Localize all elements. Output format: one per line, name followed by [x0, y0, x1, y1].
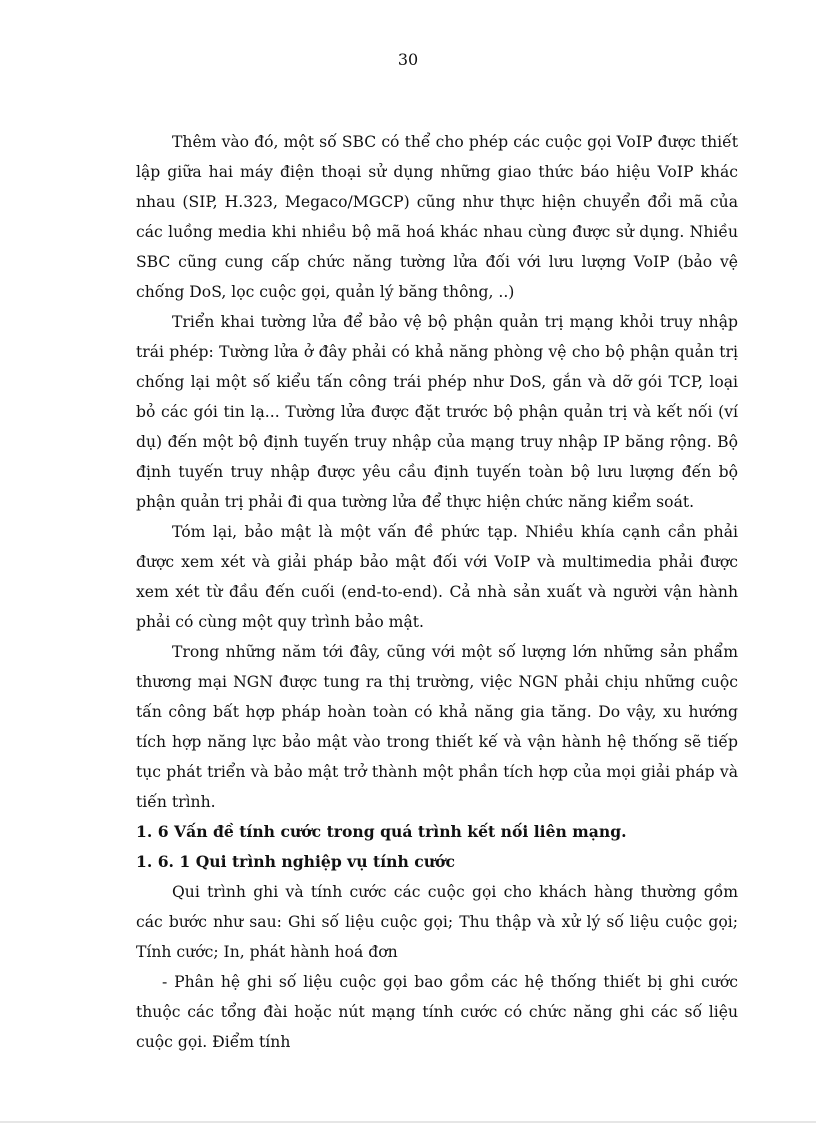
section-heading-billing: 1. 6 Vấn đề tính cước trong quá trình kết nối liên mạng. [136, 822, 627, 841]
document-body [136, 127, 738, 1057]
paragraph-call-recording: - Phân hệ ghi số liệu cuộc gọi bao gồm các hệ thống thiết bị ghi cước thuộc các tổng đài hoặc nút mạng tính cước có chức năng ghi các số liệu cuộc gọi. Điểm tính [136, 973, 738, 1051]
paragraph-sbc-features: Thêm vào đó, một số SBC có thể cho phép các cuộc gọi VoIP được thiết lập giữa hai máy điện thoại sử dụng những giao thức báo hiệu VoIP khác nhau (SIP, H.323, Megaco/MGCP) cũng như thực hiện chuyển đổi mã của các luồng media khi nhiều bộ mã hoá khác nhau cùng được sử dụng. Nhiều SBC cũng cung cấp chức năng tường lửa đối với lưu lượng VoIP (bảo vệ chống DoS, lọc cuộc gọi, quản lý băng thông, ..) [136, 133, 738, 301]
paragraph-billing-steps: Qui trình ghi và tính cước các cuộc gọi cho khách hàng thường gồm các bước như sau: Ghi số liệu cuộc gọi; Thu thập và xử lý số liệu cuộc gọi; Tính cước; In, phát hành hoá đơn [136, 883, 738, 961]
subsection-heading-billing-process: 1. 6. 1 Qui trình nghiệp vụ tính cước [136, 852, 455, 871]
paragraph-security-summary: Tóm lại, bảo mật là một vấn đề phức tạp. Nhiều khía cạnh cần phải được xem xét và giải pháp bảo mật đối với VoIP và multimedia phải được xem xét từ đầu đến cuối (end-to-end). Cả nhà sản xuất và người vận hành phải có cùng một quy trình bảo mật. [136, 523, 738, 631]
page-number: 30 [397, 50, 419, 69]
paragraph-firewall-deployment: Triển khai tường lửa để bảo vệ bộ phận quản trị mạng khỏi truy nhập trái phép: Tường lửa ở đây phải có khả năng phòng vệ cho bộ phận quản trị chống lại một số kiểu tấn công trái phép như DoS, gắn và dỡ gói TCP, loại bỏ các gói tin lạ... Tường lửa được đặt trước bộ phận quản trị và kết nối (ví dụ) đến một bộ định tuyến truy nhập của mạng truy nhập IP băng rộng. Bộ định tuyến truy nhập được yêu cầu định tuyến toàn bộ lưu lượng đến bộ phận quản trị phải đi qua tường lửa để thực hiện chức năng kiểm soát. [136, 313, 738, 511]
paragraph-ngn-trend: Trong những năm tới đây, cũng với một số lượng lớn những sản phẩm thương mại NGN được tung ra thị trường, việc NGN phải chịu những cuộc tấn công bất hợp pháp hoàn toàn có khả năng gia tăng. Do vậy, xu hướng tích hợp năng lực bảo mật vào trong thiết kế và vận hành hệ thống sẽ tiếp tục phát triển và bảo mật trở thành một phần tích hợp của mọi giải pháp và tiến trình. [136, 643, 738, 811]
